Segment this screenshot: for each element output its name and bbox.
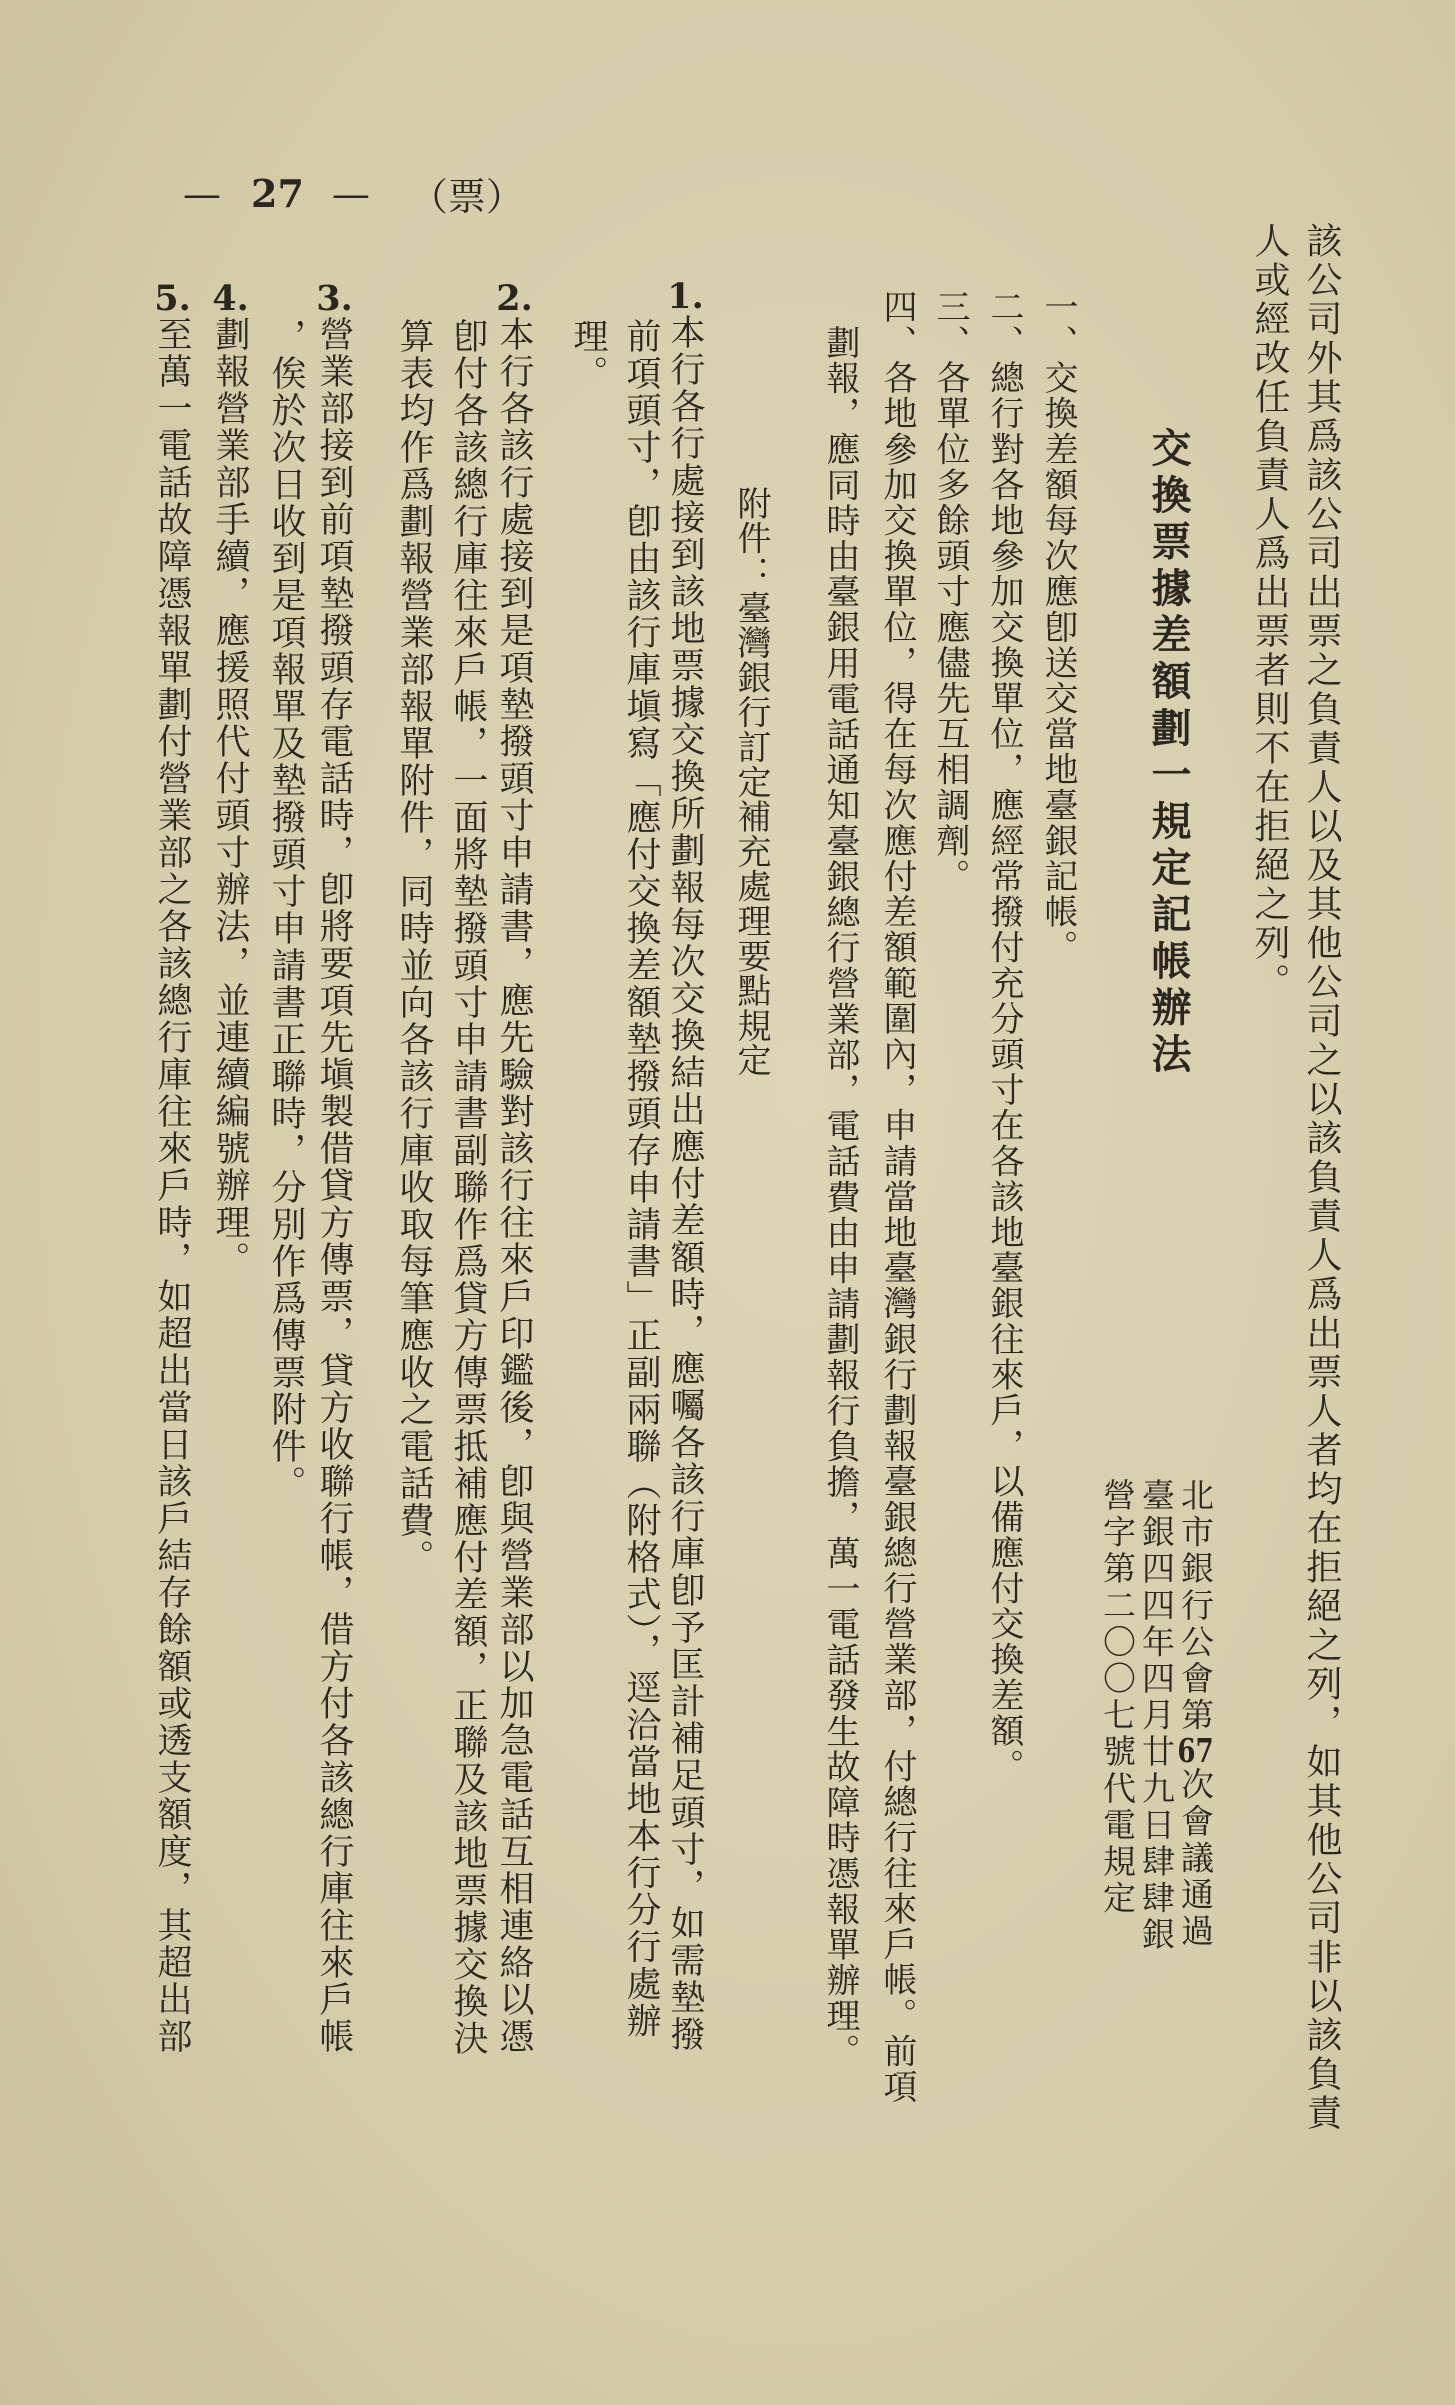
attachment-item-2 [493,281,535,2055]
article-3: 三、各單位多餘頭寸應儘先互相調劑。 [930,289,970,895]
article-4: 四、各地參加交換單位，得在每次應付差額範圍內，申請當地臺灣銀行劃報臺銀總行營業部，付總行往來戶帳。前項 [877,289,917,2105]
page-number: 27 [251,171,304,216]
item-text: 本行各該行處接到是項墊撥頭寸申請書，應先驗對該行往來戶印鑑後，卽與營業部以加急電話互相連絡以憑 [494,316,534,2055]
item-marker: 1. [667,279,704,314]
regulation-title: 交換票據差額劃一規定記帳辦法 [1145,427,1192,1080]
attachment-item-1-line-2: 前項頭寸，卽由該行庫塡寫「應付交換差額墊撥頭存申請書」正副兩聯（附格式），逕洽當地本行分行處辦 [621,318,661,2040]
attachment-item-3 [313,281,355,2055]
attachment-title: 附件：臺灣銀行訂定補充處理要點規定 [731,486,771,1078]
preamble-line-1: 該公司外其爲該公司出票之負責人以及其他公司之以該負責人爲出票人者均在拒絕之列，如其他公司非以該負責 [1301,222,1342,2133]
header-dash-right: — [331,171,370,216]
attachment-item-2-line-3: 算表均作爲劃報營業部報單附件，同時並向各該行庫收取每筆應收之電話費。 [394,318,434,1576]
item-marker: 4. [212,281,249,316]
attachment-item-3-line-2: ，俟於次日收到是項報單及墊撥頭寸申請書正聯時，分別作爲傳票附件。 [266,318,306,1502]
article-2: 二、總行對各地參加交換單位，應經常撥付充分頭寸在各該地臺銀往來戶，以備應付交換差額。 [984,289,1024,1785]
item-text: 劃報營業部手續，應援照代付頭寸辦法，並連續編號辦理。 [210,316,250,1278]
authority-line-3: 營字第二〇〇七號代電規定 [1098,1478,1137,1918]
header-dash-left: — [183,171,221,216]
attachment-item-5 [151,281,193,2055]
attachment-item-1 [664,279,706,2053]
attachment-item-1-line-3: 理。 [568,318,608,392]
item-text: 本行各行處接到該地票據交換所劃報每次交換結出應付差額時，應囑各該行庫卽予匡計補足頭寸，如需墊撥 [665,314,705,2053]
authority-line-1 [1176,1478,1215,1950]
attachment-item-4 [209,281,251,1278]
preamble-line-2: 人或經改任負責人爲出票者則不在拒絕之列。 [1249,222,1290,1002]
item-marker: 3. [316,281,353,316]
meeting-number: 67 [1177,1734,1214,1768]
section-label: （票） [409,175,524,219]
authority-line-1-before: 北市銀行公會第 [1176,1478,1215,1735]
article-1: 一、交換差額每次應卽送交當地臺銀記帳。 [1038,289,1078,966]
article-4-continued: 劃報，應同時由臺銀用電話通知臺銀總行營業部，電話費由申請劃報行負擔，萬一電話發生故障時憑報單辦理。 [820,325,860,2070]
authority-line-1-after: 次會議通過 [1176,1767,1215,1951]
item-marker: 2. [496,281,533,316]
item-text: 營業部接到前項墊撥頭存電話時，卽將要項先塡製借貸方傳票，貸方收聯行帳，借方付各該總行庫往來戶帳 [314,316,354,2055]
item-marker: 5. [154,281,191,316]
page-header [183,166,524,221]
item-text: 至萬一電話故障憑報單劃付營業部之各該總行庫往來戶時，如超出當日該戶結存餘額或透支額度，其超出部 [152,316,192,2055]
attachment-item-2-line-2: 卽付各該總行庫往來戶帳，一面將墊撥頭寸申請書副聯作爲貸方傳票抵補應付差額，正聯及該地票據交換決 [448,318,488,2057]
authority-line-2: 臺銀四四年四月廿九日肆肆銀 [1137,1478,1176,1954]
